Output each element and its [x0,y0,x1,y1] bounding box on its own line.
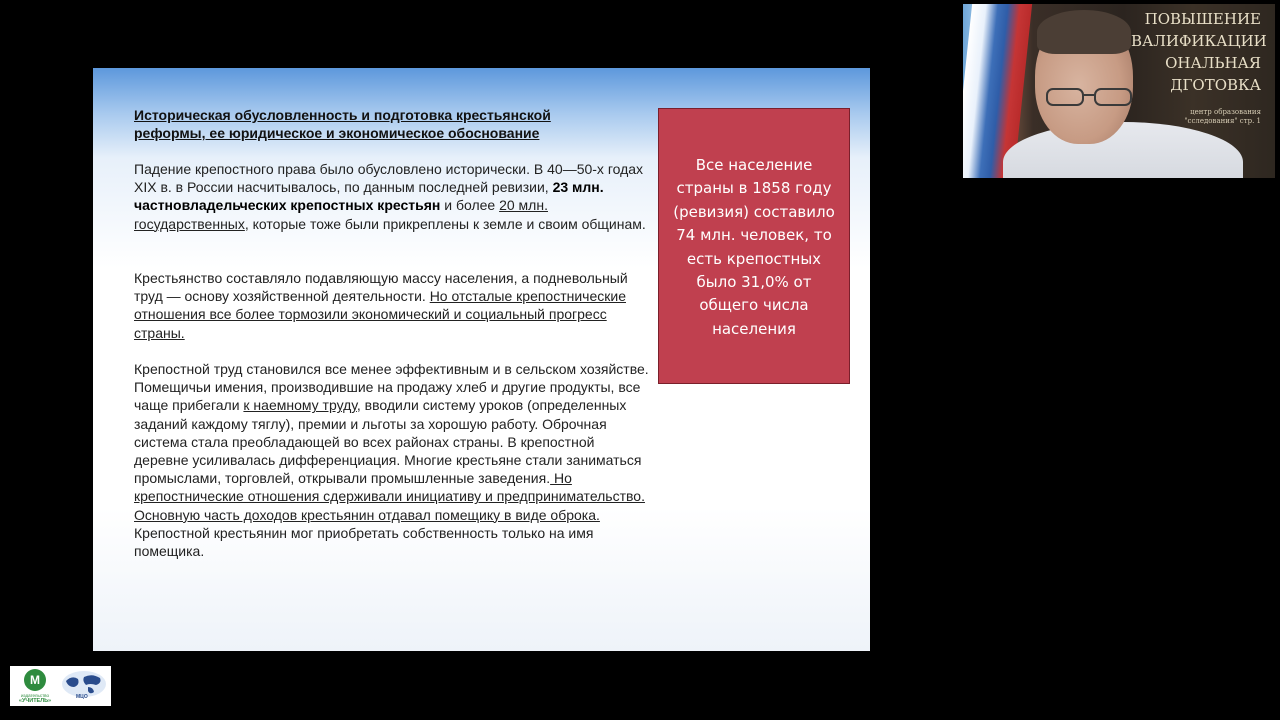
speaker-hair [1037,10,1131,54]
banner-line-4: ДГОТОВКА [1170,76,1261,94]
logo-abbreviation: МЦО [76,694,88,700]
logo-caption-name: «УЧИТЕЛЬ» [18,698,52,704]
p3-underlined-relations: Но крепостнические отношения сдерживали инициативу и предпринимательство. Основную часть доходов крестьянин отдавал помещику в виде оброка. [134,470,645,523]
p2-underlined: Но отсталые крепостнические отношения все более тормозили экономический и социальный прогресс страны. [134,288,626,341]
banner-line-1: ПОВЫШЕНИЕ [1144,10,1261,28]
p1-text-e: , которые тоже были прикреплены к земле и своим общинам. [244,215,646,232]
publisher-logo [10,666,111,706]
paragraph-2 [134,269,649,342]
p1-bold-serfs: 23 млн. частновладельческих крепостных крестьян [134,179,604,214]
p1-underlined-state: 20 млн. государственных [134,197,548,232]
p1-text-c: и более [440,197,500,214]
p2-text-a: Крестьянство составляло подавляющую массу населения, а подневольный труд — основу хозяйственной деятельности. [134,270,628,305]
publisher-logo-icon: М [24,669,46,691]
speaker-glasses-icon [1043,86,1139,108]
paragraph-3 [134,360,649,560]
p3-text-e: Крепостной крестьянин мог приобретать собственность только на имя помещика. [134,524,594,560]
banner-line-3: ОНАЛЬНАЯ [1165,54,1261,72]
webcam-banner [1131,8,1267,96]
logo-caption-small: издательство [21,693,49,698]
population-callout-box [658,108,850,384]
slide-title: Историческая обусловленность и подготовка крестьянской реформы, ее юридическое и экономическое обоснование [134,107,551,141]
webcam-video-feed[interactable] [963,4,1275,178]
p3-underlined-hired-labor: к наемному труду [243,397,357,414]
p1-text-a: Падение крепостного права было обусловлено исторически. В 40—50-х годах XIX в. в России насчитывалось, по данным последней ревизии, [134,161,644,196]
population-callout-text: Все население страны в 1858 году (ревизия) составило 74 млн. человек, то есть крепостных было 31,0% от общего числа населения [673,156,835,338]
speaker-shirt [1003,122,1243,178]
presentation-slide [93,68,870,651]
paragraph-1 [134,160,649,233]
p3-text-a: Крепостной труд становился все менее эффективным и в сельском хозяйстве. Помещичьи имения, производившие на продажу хлеб и другие продукты, все чаще прибегали [134,361,649,414]
banner-small-text: центр образования "сследования" стр. 1 [1184,108,1261,125]
banner-line-2: ВАЛИФИКАЦИИ [1131,32,1267,50]
p3-text-c: , вводили систему уроков (определенных заданий каждому тяглу), премии и льготы за хорошую работу. Оброчная система стала преобладающей во всех районах страны. В крепостной деревне усиливалась дифференциация. Многие крестьяне стали заниматься промыслами, торговлей, открывали промышленные заведения. [134,397,642,487]
